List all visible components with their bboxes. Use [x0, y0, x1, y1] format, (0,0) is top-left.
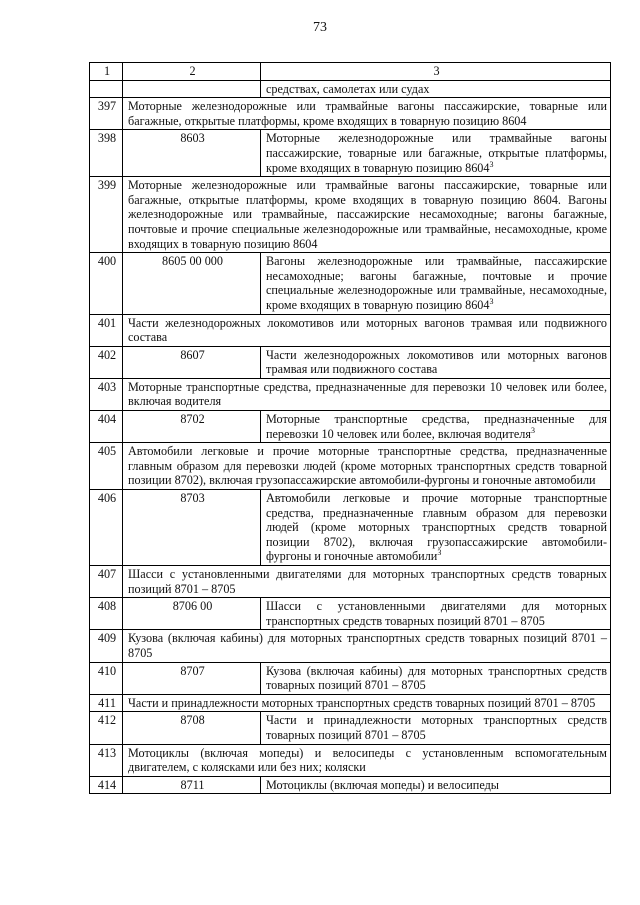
row-number: 407	[90, 566, 123, 598]
description-text: Шасси с установленными двигателями для моторных транспортных средств товарных позиций 8701 – 8705	[266, 599, 607, 628]
row-number: 405	[90, 443, 123, 490]
row-number: 398	[90, 130, 123, 177]
commodity-description	[261, 776, 611, 794]
continuation-num-cell	[90, 80, 123, 98]
header-col-1: 1	[90, 63, 123, 81]
commodity-code: 8708	[123, 712, 261, 744]
description-text: Моторные железнодорожные или трамвайные вагоны пассажирские, товарные или багажные, открытые платформы, кроме входящих в товарную позицию 8604	[266, 131, 607, 175]
description-text: Части и принадлежности моторных транспортных средств товарных позиций 8701 – 8705	[266, 713, 607, 742]
row-number: 399	[90, 177, 123, 253]
description-text: Моторные транспортные средства, предназначенные для перевозки 10 человек или более, включая водителя	[266, 412, 607, 441]
table-row	[90, 598, 611, 630]
row-number: 402	[90, 346, 123, 378]
commodity-description	[261, 346, 611, 378]
table-row	[90, 744, 611, 776]
table-header-row	[90, 63, 611, 81]
table-row	[90, 378, 611, 410]
table-row	[90, 98, 611, 130]
row-number: 412	[90, 712, 123, 744]
commodity-code: 8603	[123, 130, 261, 177]
description-text: Кузова (включая кабины) для моторных транспортных средств товарных позиций 8701 – 8705	[266, 663, 607, 693]
continuation-code-cell	[123, 80, 261, 98]
row-number: 409	[90, 630, 123, 662]
classification-table	[89, 62, 611, 794]
header-col-2: 2	[123, 63, 261, 81]
continuation-desc: средствах, самолетах или судах	[261, 80, 611, 98]
heading-description: Части и принадлежности моторных транспортных средств товарных позиций 8701 – 8705	[123, 694, 611, 712]
table-row	[90, 490, 611, 566]
row-number: 410	[90, 662, 123, 694]
row-number: 404	[90, 411, 123, 443]
row-number: 408	[90, 598, 123, 630]
commodity-description	[261, 598, 611, 630]
row-number: 401	[90, 314, 123, 346]
description-text: Части железнодорожных локомотивов или моторных вагонов трамвая или подвижного состава	[266, 347, 607, 377]
commodity-code: 8605 00 000	[123, 253, 261, 314]
commodity-description	[261, 662, 611, 694]
description-text: Вагоны железнодорожные или трамвайные, пассажирские несамоходные; вагоны багажные, почтовые и прочие специальные железнодорожные или трамвайные, несамоходные, кроме входящих в товарную позицию 8604	[266, 254, 607, 312]
table-row	[90, 630, 611, 662]
commodity-description	[261, 490, 611, 566]
commodity-description	[261, 411, 611, 443]
row-number: 400	[90, 253, 123, 314]
row-number: 403	[90, 378, 123, 410]
table-row	[90, 694, 611, 712]
row-number: 413	[90, 744, 123, 776]
heading-description: Моторные транспортные средства, предназначенные для перевозки 10 человек или более, включая водителя	[123, 378, 611, 410]
footnote-marker: 3	[437, 548, 442, 558]
heading-description: Автомобили легковые и прочие моторные транспортные средства, предназначенные главным образом для перевозки людей (кроме моторных транспортных средств товарной позиции 8702), включая грузопассажирские автомобили-фургоны и гоночные автомобили	[123, 443, 611, 490]
commodity-description	[261, 253, 611, 314]
commodity-description	[261, 130, 611, 177]
table-row	[90, 776, 611, 794]
heading-description: Шасси с установленными двигателями для моторных транспортных средств товарных позиций 8701 – 8705	[123, 566, 611, 598]
table-row	[90, 411, 611, 443]
commodity-code: 8607	[123, 346, 261, 378]
table-row	[90, 712, 611, 744]
description-text: Автомобили легковые и прочие моторные транспортные средства, предназначенные главным образом для перевозки людей (кроме моторных транспортных средств товарной позиции 8702), включая грузопассажирские автомобили-фургоны и гоночные автомобили	[266, 491, 607, 564]
heading-description: Моторные железнодорожные или трамвайные вагоны пассажирские, товарные или багажные, открытые платформы, кроме входящих в товарную позицию 8604. Вагоны железнодорожные или трамвайные, пассажирские несамоходные; вагоны багажные, почтовые и прочие специальные железнодорожные или трамвайные, несамоходные, кроме входящих в товарную позицию 8604	[123, 177, 611, 253]
description-text: Мотоциклы (включая мопеды) и велосипеды	[266, 777, 499, 792]
commodity-description	[261, 712, 611, 744]
footnote-marker: 3	[530, 425, 535, 435]
heading-description: Моторные железнодорожные или трамвайные вагоны пассажирские, товарные или багажные, открытые платформы, кроме входящих в товарную позицию 8604	[123, 98, 611, 130]
commodity-code: 8706 00	[123, 598, 261, 630]
heading-description: Мотоциклы (включая мопеды) и велосипеды с установленным вспомогательным двигателем, с колясками или без них; коляски	[123, 744, 611, 776]
heading-description: Кузова (включая кабины) для моторных транспортных средств товарных позиций 8701 – 8705	[123, 630, 611, 662]
page-number: 73	[313, 20, 327, 35]
header-col-3: 3	[261, 63, 611, 81]
commodity-code: 8711	[123, 776, 261, 794]
row-number: 411	[90, 694, 123, 712]
table-row	[90, 130, 611, 177]
table-row	[90, 443, 611, 490]
row-number: 414	[90, 776, 123, 794]
table-row	[90, 662, 611, 694]
continuation-row	[90, 80, 611, 98]
row-number: 397	[90, 98, 123, 130]
commodity-code: 8702	[123, 411, 261, 443]
table-row	[90, 566, 611, 598]
table-row	[90, 346, 611, 378]
footnote-marker: 3	[489, 159, 494, 169]
commodity-code: 8707	[123, 662, 261, 694]
heading-description: Части железнодорожных локомотивов или моторных вагонов трамвая или подвижного состава	[123, 314, 611, 346]
table-row	[90, 177, 611, 253]
table-row	[90, 253, 611, 314]
footnote-marker: 3	[489, 296, 494, 306]
commodity-code: 8703	[123, 490, 261, 566]
table-row	[90, 314, 611, 346]
row-number: 406	[90, 490, 123, 566]
